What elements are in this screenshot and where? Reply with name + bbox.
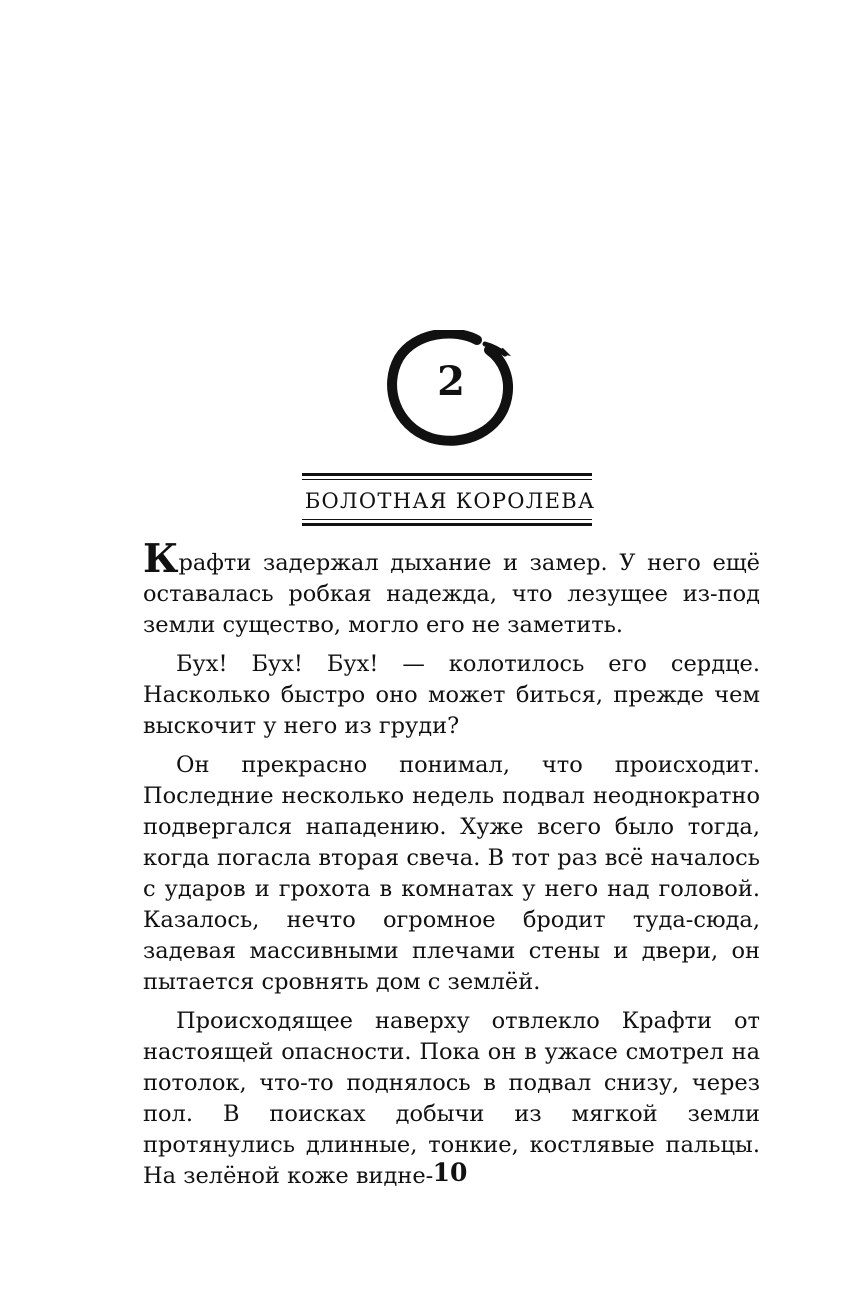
title-rule-top-thin [302,479,592,480]
chapter-title: БОЛОТНАЯ КОРОЛЕВА [304,489,596,513]
page-number: 10 [432,1158,468,1187]
paragraph-text: рафти задержал дыхание и замер. У него ещё оставалась робкая надежда, что лезущее из-под земли существо, могло его не заметить. [143,550,760,638]
chapter-number: 2 [437,358,465,405]
paragraph-3: Он прекрасно понимал, что происходит. Последние несколько недель подвал неоднократно подвергался нападению. Хуже всего было тогда, когда погасла вторая свеча. В тот раз всё началось с ударов и грохота в комнатах у него над головой. Казалось, нечто огромное бродит туда-сюда, задевая массивными плечами стены и двери, он пытается сровнять дом с землёй. [143,752,760,995]
title-rule-bottom-thin [302,519,592,520]
drop-cap-letter: К [143,536,179,582]
paragraph-4: Происходящее наверху отвлекло Крафти от настоящей опасности. Пока он в ужасе смотрел на потолок, что-то поднялось в подвал снизу, через пол. В поисках добычи из мягкой земли протянулись длинные, тонкие, костлявые пальцы. На зелёной коже видне- [143,1008,760,1189]
title-rule-bottom-thick [302,523,592,526]
paragraph-2: Бух! Бух! Бух! — колотилось его сердце. Насколько быстро оно может биться, прежде чем выскочит у него из груди? [143,651,760,739]
title-rule-top-thick [302,473,592,476]
body-text [143,536,760,1200]
paragraph-1 [143,536,760,641]
